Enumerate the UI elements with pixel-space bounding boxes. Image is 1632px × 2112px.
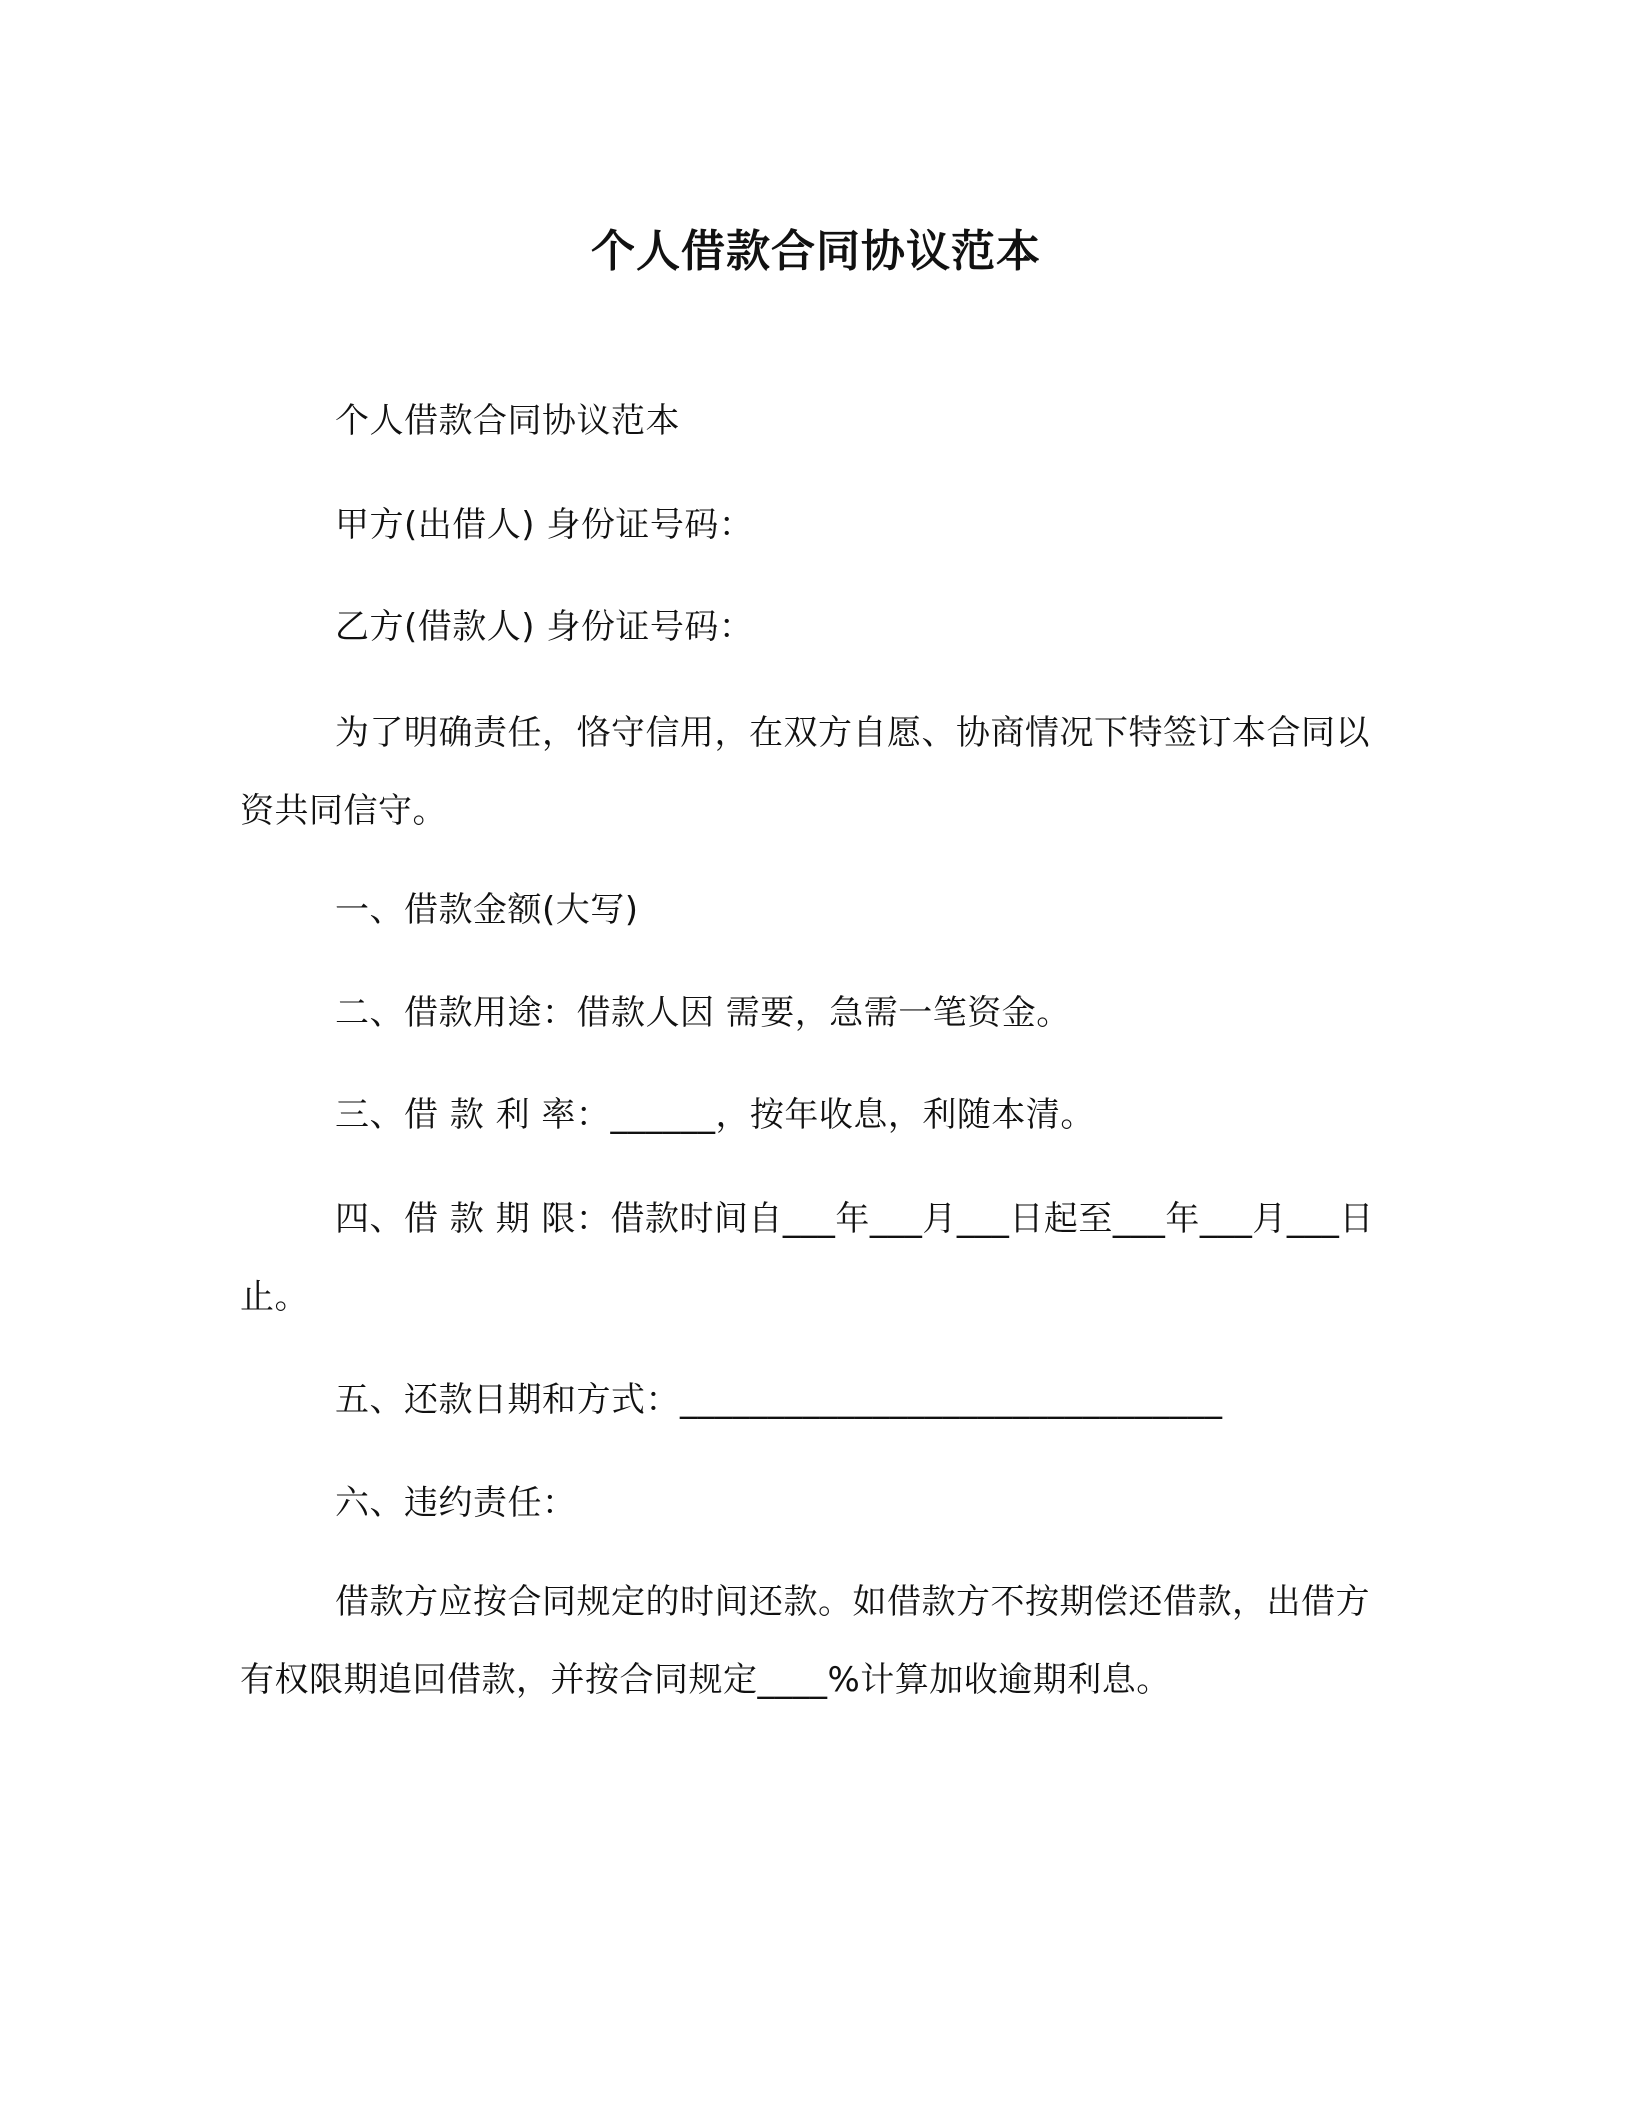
clause-purpose: 二、借款用途：借款人因 需要，急需一笔资金。 xyxy=(335,993,1071,1033)
clause-term xyxy=(240,1180,1385,1336)
subtitle: 个人借款合同协议范本 xyxy=(335,401,680,441)
clause-interest-rate-text: ______，按年收息，利随本清。 xyxy=(610,1095,1095,1135)
clause-repayment: 五、还款日期和方式：_______________________________ xyxy=(335,1380,1223,1420)
clause-liability-heading: 六、违约责任： xyxy=(335,1483,577,1523)
party-b-line: 乙方(借款人) 身份证号码： xyxy=(335,607,754,647)
party-a-line: 甲方(出借人) 身份证号码： xyxy=(335,505,754,545)
clause-liability-body: 借款方应按合同规定的时间还款。如借款方不按期偿还借款，出借方有权限期追回借款，并按合同规定____%计算加收逾期利息。 xyxy=(240,1582,1370,1700)
clause-term-text: 借款时间自___年___月___日起至___年___月___日止。 xyxy=(240,1199,1374,1317)
clause-interest-rate xyxy=(335,1090,1095,1140)
document-title: 个人借款合同协议范本 xyxy=(591,226,1041,277)
clause-amount: 一、借款金额(大写) xyxy=(335,890,639,930)
preamble-paragraph: 为了明确责任，恪守信用，在双方自愿、协商情况下特签订本合同以资共同信守。 xyxy=(240,713,1370,831)
clause-interest-rate-label: 三、借 款 利 率： xyxy=(335,1095,611,1135)
clause-term-label: 四、借 款 期 限： xyxy=(335,1199,611,1239)
